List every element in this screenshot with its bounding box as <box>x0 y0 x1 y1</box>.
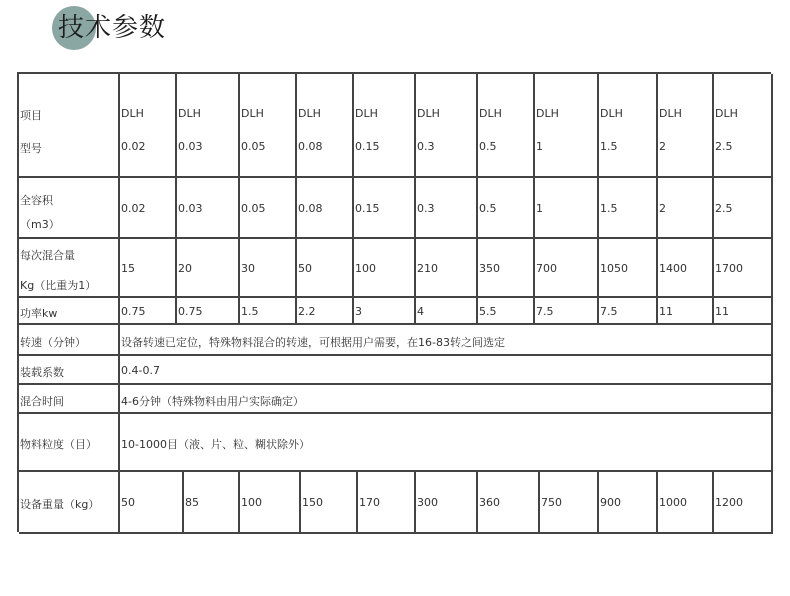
table-cell <box>478 239 535 298</box>
merged-value: 设备转速已定位，特殊物料混合的转速，可根据用户需要，在16-83转之间选定 <box>121 336 505 349</box>
row-label-cell <box>19 325 120 356</box>
table-cell <box>714 298 773 325</box>
row-label-cell <box>19 74 120 178</box>
section-title-text: 技术参数 <box>58 13 167 43</box>
table-cell <box>478 178 535 239</box>
table-cell <box>354 239 416 298</box>
table-cell <box>297 239 354 298</box>
merged-value-cell <box>120 325 773 356</box>
cell-value: 7.5 <box>536 305 554 318</box>
cell-value: 50 <box>298 262 312 275</box>
cell-value-line: 0.05 <box>241 140 266 153</box>
merged-value: 4-6分钟（特殊物料由用户实际确定） <box>121 395 304 408</box>
cell-value: 7.5 <box>600 305 618 318</box>
cell-value-line: 1.5 <box>600 140 618 153</box>
table-cell <box>354 298 416 325</box>
table-cell <box>714 239 773 298</box>
cell-value: 350 <box>479 262 500 275</box>
cell-value-line: 0.08 <box>298 140 323 153</box>
table-cell <box>599 178 658 239</box>
row-label: 混合时间 <box>20 395 64 408</box>
table-cell <box>714 74 773 178</box>
cell-value: 2.5 <box>715 202 733 215</box>
cell-value: 170 <box>359 496 380 509</box>
table-cell <box>478 298 535 325</box>
merged-value: 0.4-0.7 <box>121 364 160 377</box>
table-cell <box>240 74 297 178</box>
cell-value: 85 <box>185 496 199 509</box>
cell-value-line: 0.02 <box>121 140 146 153</box>
row-label: 设备重量（kg） <box>20 498 100 511</box>
cell-value: 1400 <box>659 262 687 275</box>
cell-value: 20 <box>178 262 192 275</box>
cell-value-line: 1 <box>536 140 543 153</box>
cell-value: 100 <box>355 262 376 275</box>
cell-value-line: DLH <box>600 107 623 120</box>
table-cell <box>297 74 354 178</box>
table-cell <box>297 178 354 239</box>
cell-value-line: DLH <box>355 107 378 120</box>
row-label-cell <box>19 239 120 298</box>
cell-value: 1.5 <box>241 305 259 318</box>
cell-value: 11 <box>715 305 729 318</box>
row-label: 功率kw <box>20 307 58 320</box>
cell-value-line: 2 <box>659 140 666 153</box>
table-cell <box>478 472 540 534</box>
row-label-cell <box>19 385 120 414</box>
cell-value: 900 <box>600 496 621 509</box>
cell-value: 15 <box>121 262 135 275</box>
cell-value: 4 <box>417 305 424 318</box>
table-cell <box>599 472 658 534</box>
table-cell <box>120 298 177 325</box>
table-cell <box>416 239 478 298</box>
cell-value: 0.15 <box>355 202 380 215</box>
table-cell <box>358 472 416 534</box>
cell-value-line: DLH <box>121 107 144 120</box>
table-cell <box>535 239 599 298</box>
cell-value-line: DLH <box>479 107 502 120</box>
cell-value: 360 <box>479 496 500 509</box>
table-cell <box>120 472 184 534</box>
table-cell <box>240 472 301 534</box>
cell-value-line: 0.3 <box>417 140 435 153</box>
cell-value: 210 <box>417 262 438 275</box>
table-cell <box>120 239 177 298</box>
cell-value: 0.05 <box>241 202 266 215</box>
table-cell <box>540 472 599 534</box>
cell-value-line: 0.03 <box>178 140 203 153</box>
cell-value: 1700 <box>715 262 743 275</box>
cell-value-line: 2.5 <box>715 140 733 153</box>
cell-value: 750 <box>541 496 562 509</box>
row-label-cell <box>19 472 120 534</box>
cell-value: 0.75 <box>178 305 203 318</box>
cell-value: 1050 <box>600 262 628 275</box>
cell-value: 0.5 <box>479 202 497 215</box>
table-cell <box>354 74 416 178</box>
cell-value: 30 <box>241 262 255 275</box>
cell-value-line: DLH <box>715 107 738 120</box>
table-cell <box>416 298 478 325</box>
cell-value: 300 <box>417 496 438 509</box>
table-cell <box>658 298 714 325</box>
cell-value: 2 <box>659 202 666 215</box>
table-cell <box>297 298 354 325</box>
table-cell <box>416 178 478 239</box>
table-cell <box>658 74 714 178</box>
table-cell <box>416 74 478 178</box>
row-label-cell <box>19 414 120 472</box>
cell-value-line: DLH <box>241 107 264 120</box>
table-cell <box>478 74 535 178</box>
row-label-line: Kg（比重为1） <box>20 279 97 292</box>
cell-value: 1200 <box>715 496 743 509</box>
cell-value: 0.75 <box>121 305 146 318</box>
table-cell <box>177 298 240 325</box>
cell-value: 5.5 <box>479 305 497 318</box>
cell-value-line: 0.5 <box>479 140 497 153</box>
table-cell <box>658 178 714 239</box>
table-cell <box>184 472 240 534</box>
merged-value-cell <box>120 356 773 385</box>
table-cell <box>240 298 297 325</box>
table-cell <box>240 178 297 239</box>
table-cell <box>599 74 658 178</box>
cell-value: 100 <box>241 496 262 509</box>
table-cell <box>714 472 773 534</box>
cell-value: 1 <box>536 202 543 215</box>
cell-value-line: DLH <box>536 107 559 120</box>
row-label-line: 全容积 <box>20 194 53 207</box>
table-cell <box>714 178 773 239</box>
table-cell <box>658 239 714 298</box>
row-label-line: （m3） <box>20 218 60 231</box>
row-label-cell <box>19 298 120 325</box>
row-label-cell <box>19 356 120 385</box>
table-cell <box>535 298 599 325</box>
cell-value-line: DLH <box>178 107 201 120</box>
cell-value: 0.02 <box>121 202 146 215</box>
table-cell <box>354 178 416 239</box>
merged-value-cell <box>120 414 773 472</box>
cell-value-line: DLH <box>417 107 440 120</box>
cell-value: 150 <box>302 496 323 509</box>
cell-value: 1000 <box>659 496 687 509</box>
row-label: 转速（分钟） <box>20 336 86 349</box>
cell-value: 11 <box>659 305 673 318</box>
cell-value: 700 <box>536 262 557 275</box>
table-cell <box>177 74 240 178</box>
cell-value: 1.5 <box>600 202 618 215</box>
cell-value: 2.2 <box>298 305 316 318</box>
table-cell <box>535 74 599 178</box>
cell-value: 0.03 <box>178 202 203 215</box>
table-cell <box>120 178 177 239</box>
table-cell <box>177 239 240 298</box>
table-cell <box>416 472 478 534</box>
cell-value: 3 <box>355 305 362 318</box>
table-cell <box>535 178 599 239</box>
table-cell <box>240 239 297 298</box>
cell-value: 0.08 <box>298 202 323 215</box>
cell-value: 50 <box>121 496 135 509</box>
merged-value: 10-1000目（液、片、粒、糊状除外） <box>121 438 310 451</box>
row-label-line: 型号 <box>20 142 42 155</box>
merged-value-cell <box>120 385 773 414</box>
table-cell <box>658 472 714 534</box>
table-cell <box>599 298 658 325</box>
row-label: 装载系数 <box>20 366 64 379</box>
cell-value-line: DLH <box>298 107 321 120</box>
cell-value: 0.3 <box>417 202 435 215</box>
table-cell <box>177 178 240 239</box>
table-cell <box>301 472 358 534</box>
row-label: 物料粒度（目） <box>20 438 97 451</box>
table-cell <box>599 239 658 298</box>
row-label-cell <box>19 178 120 239</box>
row-label-line: 项目 <box>20 109 42 122</box>
cell-value-line: DLH <box>659 107 682 120</box>
tech-params-table <box>17 72 771 532</box>
row-label-line: 每次混合量 <box>20 249 75 262</box>
cell-value-line: 0.15 <box>355 140 380 153</box>
table-cell <box>120 74 177 178</box>
